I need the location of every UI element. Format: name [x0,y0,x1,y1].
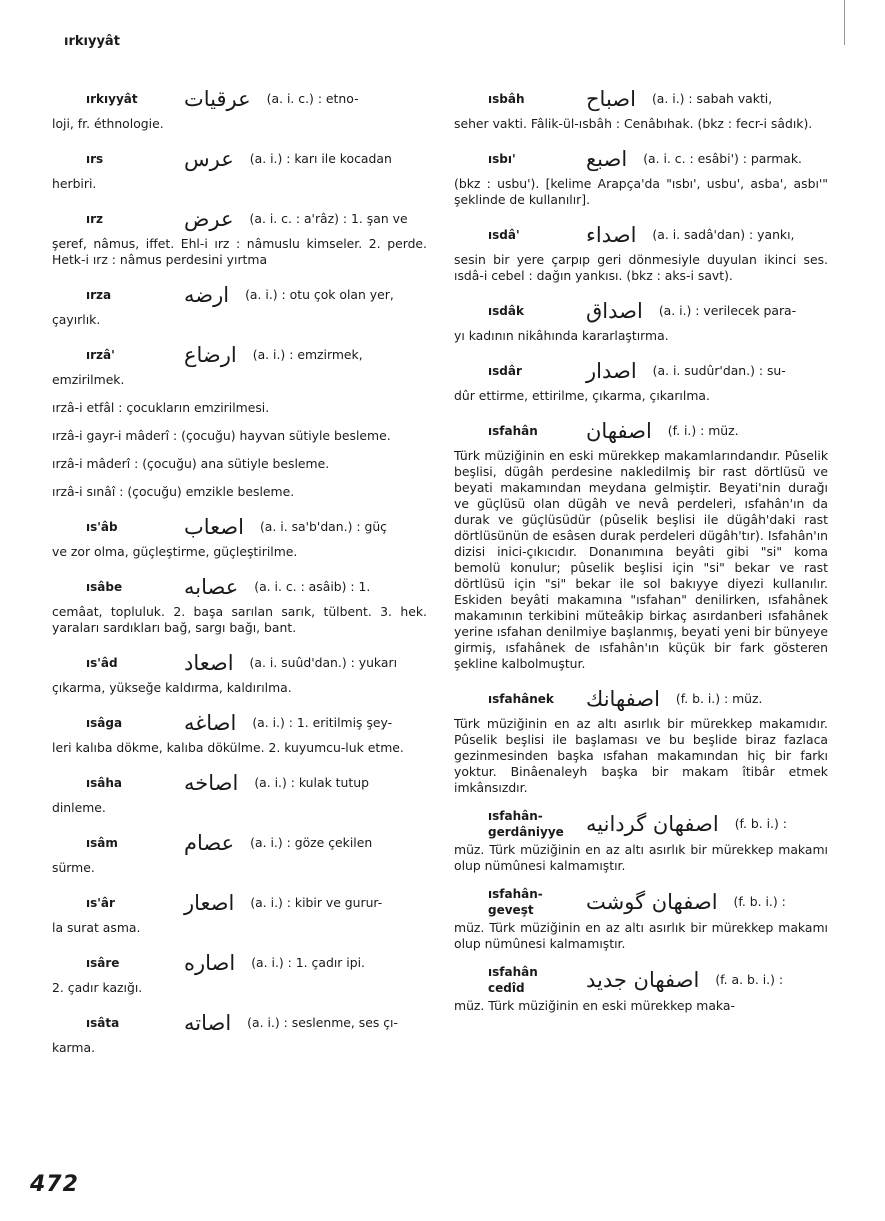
grammar-info: (a. i.) : seslenme, ses çı- [247,1015,398,1030]
entry-headline [52,204,427,234]
definition-text: Türk müziğinin en az altı asırlık bir mürekkep makamıdır. Pûselik beşlisi ile başlaması ve bu beşlide biraz fazlaca gezinmesinden başka ısfahan makamından hiç bir farkı yoktur. Binâenaleyh başka bir makam îtibâr etmek imkânsızdır. [454,716,828,795]
headword: ırzâ' [86,348,115,362]
entry-headline [52,144,427,174]
page-edge-mark [844,0,845,45]
headword: ırs [86,152,104,166]
definition-text: 2. çadır kazığı. [52,980,143,995]
dictionary-entry [52,888,427,936]
grammar-info: (f. b. i.) : [734,816,787,831]
arabic-script: اصاته [184,1011,232,1035]
grammar-info: (f. b. i.) : [733,894,786,909]
dictionary-entry [52,948,427,996]
dictionary-entry [454,808,828,874]
grammar-info: (a. i.) : sabah vakti, [651,91,773,106]
dictionary-entry [52,340,427,388]
dictionary-entry [52,572,427,636]
entry-headline [454,416,828,446]
headword: ısâga [86,716,123,730]
arabic-script: اصاره [184,951,236,975]
definition-text: cemâat, topluluk. 2. başa sarılan sarık, tülbent. 3. hek. yaraları sardıkları bağ, sargı bağı, bant. [52,604,427,635]
dictionary-entry [454,684,828,796]
definition-text: çayırlık. [52,312,101,327]
dictionary-entry [52,512,427,560]
dictionary-entry [52,428,427,444]
headword: ısâm [86,836,118,850]
grammar-info: (a. i. sa'b'dan.) : güç [259,519,387,534]
entry-headline [52,280,427,310]
entry-headline [52,948,427,978]
grammar-info: (a. i.) : 1. çadır ipi. [251,955,365,970]
grammar-info: (f. a. b. i.) : [715,972,784,987]
headword: ısfahân-gerdâniyye [488,809,564,839]
entry-headline [52,572,427,602]
arabic-script: اصاخه [184,771,239,795]
grammar-info: (a. i.) : kibir ve gurur- [250,895,383,910]
arabic-script: ارضه [184,283,230,307]
dictionary-entry [52,484,427,500]
entry-headline [454,84,828,114]
arabic-script: اصفهانك [586,687,660,711]
entry-headline [52,768,427,798]
headword: ısbı' [488,152,516,166]
dictionary-entry [52,708,427,756]
headword: ıs'âd [86,656,118,670]
grammar-info: (a. i.) : emzirmek, [252,347,363,362]
entry-headline [52,1008,427,1038]
entry-headline [454,684,828,714]
arabic-script: ارضاع [184,343,237,367]
headword: ısfahân cedîd [488,965,538,995]
definition-text: müz. Türk müziğinin en az altı asırlık bir mürekkep makamı olup nümûnesi kalmamıştır. [454,842,828,873]
headword: ısâha [86,776,122,790]
dictionary-entry [454,296,828,344]
dictionary-entry [52,768,427,816]
right-column [454,84,828,1026]
headword: ırza [86,288,112,302]
definition-text: müz. Türk müziğinin en eski mürekkep maka- [454,998,735,1013]
arabic-script: اصباح [586,87,636,111]
headword: ısdâ' [488,228,520,242]
arabic-script: اصفهان گوشت [586,890,718,914]
grammar-info: (a. i.) : göze çekilen [250,835,373,850]
headword: ısfahânek [488,692,554,706]
headword: ıs'âb [86,520,118,534]
dictionary-entry [52,400,427,416]
arabic-script: اصعار [184,891,235,915]
dictionary-entry [52,280,427,328]
headword: ısdâk [488,304,524,318]
entry-headline [454,886,828,918]
arabic-script: اصاغه [184,711,237,735]
dictionary-entry [52,456,427,472]
dictionary-entry [454,220,828,284]
grammar-info: (a. i. suûd'dan.) : yukarı [249,655,398,670]
dictionary-entry [52,648,427,696]
grammar-info: (a. i.) : karı ile kocadan [249,151,392,166]
grammar-info: (a. i. c. : a'râz) : 1. şan ve [249,211,408,226]
entry-headline [52,340,427,370]
dictionary-entry [454,356,828,404]
definition-text: la surat asma. [52,920,141,935]
dictionary-entry [454,84,828,132]
grammar-info: (a. i. c.) : etno- [266,91,359,106]
entry-headline [52,828,427,858]
dictionary-entry [52,204,427,268]
dictionary-entry [454,144,828,208]
definition-text: emzirilmek. [52,372,125,387]
definition-text: sesin bir yere çarpıp geri dönmesiyle duyulan ikinci ses. ısdâ-i cebel : dağın yankısı. (bkz : aks-i savt). [454,252,828,283]
headword: ısbâh [488,92,525,106]
entry-headline [454,296,828,326]
grammar-info: (a. i.) : kulak tutup [254,775,369,790]
entry-headline [454,144,828,174]
definition-text: karma. [52,1040,96,1055]
page-number: 472 [30,1172,79,1197]
definition-text: şeref, nâmus, iffet. Ehl-i ırz : nâmuslu kimseler. 2. perde. Hetk-i ırz : nâmus perdesini yırtma [52,236,427,267]
headword: ısâbe [86,580,123,594]
definition-text: loji, fr. éthnologie. [52,116,164,131]
entry-headline [52,888,427,918]
grammar-info: (a. i.) : otu çok olan yer, [245,287,394,302]
dictionary-entry [454,416,828,672]
dictionary-entry [52,84,427,132]
running-header: ırkıyyât [64,34,120,49]
headword: ısfahân [488,424,538,438]
left-column [52,84,427,1068]
definition-text: müz. Türk müziğinin en az altı asırlık bir mürekkep makamı olup nümûnesi kalmamıştır. [454,920,828,951]
grammar-info: (a. i. sudûr'dan.) : su- [652,363,786,378]
headword: ısfahân-geveşt [488,887,543,917]
definition-text: ırzâ-i sınâî : (çocuğu) emzikle besleme. [52,484,295,499]
grammar-info: (a. i.) : 1. eritilmiş şey- [252,715,393,730]
definition-text: ve zor olma, güçleştirme, güçleştirilme. [52,544,298,559]
grammar-info: (f. i.) : müz. [667,423,739,438]
arabic-script: عصابه [184,575,239,599]
arabic-script: اصفهان [586,419,652,443]
entry-headline [52,708,427,738]
entry-headline [454,964,828,996]
definition-text: ırzâ-i etfâl : çocukların emzirilmesi. [52,400,270,415]
headword: ıs'âr [86,896,115,910]
arabic-script: عرض [184,207,234,231]
entry-headline [454,356,828,386]
headword: ısâre [86,956,120,970]
definition-text: çıkarma, yükseğe kaldırma, kaldırılma. [52,680,292,695]
arabic-script: اصداء [586,223,637,247]
definition-text: sürme. [52,860,95,875]
dictionary-entry [52,144,427,192]
definition-text: herbiri. [52,176,97,191]
entry-headline [52,512,427,542]
arabic-script: اصبع [586,147,628,171]
dictionary-entry [454,964,828,1014]
definition-text: seher vakti. Fâlik-ül-ısbâh : Cenâbıhak. (bkz : fecr-i sâdık). [454,116,813,131]
entry-headline [52,648,427,678]
arabic-script: عرس [184,147,234,171]
grammar-info: (a. i. c. : asâib) : 1. [254,579,371,594]
arabic-script: عرقيات [184,87,251,111]
dictionary-entry [52,1008,427,1056]
headword: ısdâr [488,364,522,378]
dictionary-entry [52,828,427,876]
headword: ısâta [86,1016,120,1030]
arabic-script: اصفهان گردانيه [586,812,719,836]
grammar-info: (a. i.) : verilecek para- [658,303,797,318]
entry-headline [52,84,427,114]
entry-headline [454,220,828,250]
headword: ırz [86,212,104,226]
arabic-script: اصداق [586,299,643,323]
arabic-script: اصعاد [184,651,234,675]
definition-text: dûr ettirme, ettirilme, çıkarma, çıkarılma. [454,388,710,403]
arabic-script: عصام [184,831,235,855]
grammar-info: (a. i. c. : esâbi') : parmak. [643,151,802,166]
arabic-script: اصدار [586,359,637,383]
definition-text: Türk müziğinin en eski mürekkep makamlarındandır. Pûselik beşlisi, dügâh perdesine nakledilmiş bir rast dörtlüsü ve beyati makamından meydana gelmiştir. Beyati'nin durağı ve güçlüsü olan dügâh ve nevâ perdeleri, ısfahân'ın da durak ve güçlüsüdür (pûselik beşlisi ile dügâh'daki rast dörtlüsünün de esâsen durak perdeleri dügâh'tır). Isfahân'ın dizisi inici-çıkıcıdır. Donanımına beyâti gibi "si" koma bemolü konulur; pûselik beşlisi için "si" bekar ve rast dörtlüsü için "si" bekar ile sol bakıyye diyezi kullanılır. Eskiden beyâti makamına "ısfahan" denilirken, ısfahânek makamının terkibini müteâkip birkaç asırdanberi ısfahânek yerine ısfahan denilmiye başlanmış, beyati yeni bir bünyeye girmiş, ısfahânek de ısfahân'ın küçük bir fark gösteren şekline kalbolmuştur. [454,448,828,671]
definition-text: dinleme. [52,800,106,815]
definition-text: ırzâ-i gayr-i mâderî : (çocuğu) hayvan sütiyle besleme. [52,428,391,443]
definition-text: yı kadının nikâhında kararlaştırma. [454,328,669,343]
grammar-info: (f. b. i.) : müz. [675,691,763,706]
definition-text: leri kalıba dökme, kalıba dökülme. 2. kuyumcu-luk etme. [52,740,404,755]
definition-text: ırzâ-i mâderî : (çocuğu) ana sütiyle besleme. [52,456,330,471]
arabic-script: اصفهان جديد [586,968,700,992]
definition-text: (bkz : usbu'). [kelime Arapça'da "ısbı', usbu', asba', asbı'" şeklinde de kullanılır]. [454,176,828,207]
grammar-info: (a. i. sadâ'dan) : yankı, [652,227,795,242]
dictionary-entry [454,886,828,952]
headword: ırkıyyât [86,92,138,106]
arabic-script: اصعاب [184,515,244,539]
entry-headline [454,808,828,840]
